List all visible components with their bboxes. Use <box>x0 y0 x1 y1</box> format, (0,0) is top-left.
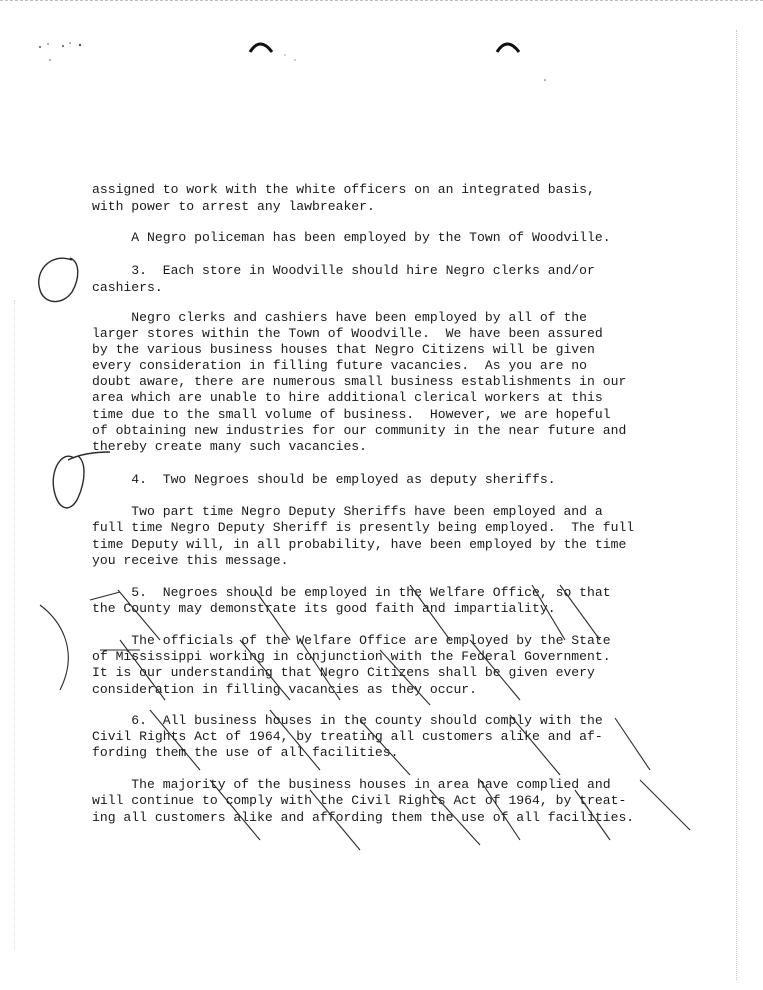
document-line: fording them the use of all facilities. <box>92 745 399 760</box>
scan-right-edge <box>735 30 737 980</box>
document-line: full time Negro Deputy Sheriff is presently being employed. The full <box>92 520 635 535</box>
binder-hole-left-icon <box>250 44 272 52</box>
document-line: of obtaining new industries for our community in the near future and <box>92 423 627 438</box>
document-line: area which are unable to hire additional clerical workers at this <box>92 390 603 405</box>
document-line: cashiers. <box>92 280 163 295</box>
document-line: Two part time Negro Deputy Sheriffs have been employed and a <box>92 504 603 519</box>
binder-hole-right-icon <box>497 44 519 52</box>
document-line: 3. Each store in Woodville should hire Negro clerks and/or <box>92 263 595 278</box>
document-line: larger stores within the Town of Woodville. We have been assured <box>92 326 603 341</box>
document-line: 4. Two Negroes should be employed as deputy sheriffs. <box>92 472 556 487</box>
scan-left-edge <box>14 300 16 950</box>
document-line: It is our understanding that Negro Citizens shall be given every <box>92 665 595 680</box>
document-line: of Mississippi working in conjunction with the Federal Government. <box>92 649 611 664</box>
document-line: assigned to work with the white officers on an integrated basis, <box>92 182 595 197</box>
document-line: A Negro policeman has been employed by the Town of Woodville. <box>92 230 611 245</box>
document-line: the County may demonstrate its good faith and impartiality. <box>92 601 556 616</box>
document-line: by the various business houses that Negro Citizens will be given <box>92 342 595 357</box>
hand-circle-item-3-icon <box>39 258 78 302</box>
document-line: you receive this message. <box>92 553 289 568</box>
document-line: every consideration in filling future vacancies. As you are no <box>92 358 588 373</box>
document-line: consideration in filling vacancies as they occur. <box>92 682 478 697</box>
document-line: ing all customers alike and affording them the use of all facilities. <box>92 810 635 825</box>
scan-top-edge <box>0 0 763 3</box>
document-line: time due to the small volume of business. However, we are hopeful <box>92 407 611 422</box>
document-line: time Deputy will, in all probability, have been employed by the time <box>92 537 627 552</box>
document-line: 6. All business houses in the county should comply with the <box>92 713 603 728</box>
scan-specks-icon <box>39 42 546 81</box>
document-line: The majority of the business houses in area have complied and <box>92 777 611 792</box>
document-line: Civil Rights Act of 1964, by treating all customers alike and af- <box>92 729 603 744</box>
document-line: The officials of the Welfare Office are employed by the State <box>92 633 611 648</box>
document-line: will continue to comply with the Civil Rights Act of 1964, by treat- <box>92 793 627 808</box>
document-line: with power to arrest any lawbreaker. <box>92 199 375 214</box>
document-line: doubt aware, there are numerous small business establishments in our <box>92 374 627 389</box>
document-line: Negro clerks and cashiers have been employed by all of the <box>92 310 588 325</box>
document-line: 5. Negroes should be employed in the Welfare Office, so that <box>92 585 611 600</box>
document-line: thereby create many such vacancies. <box>92 439 368 454</box>
